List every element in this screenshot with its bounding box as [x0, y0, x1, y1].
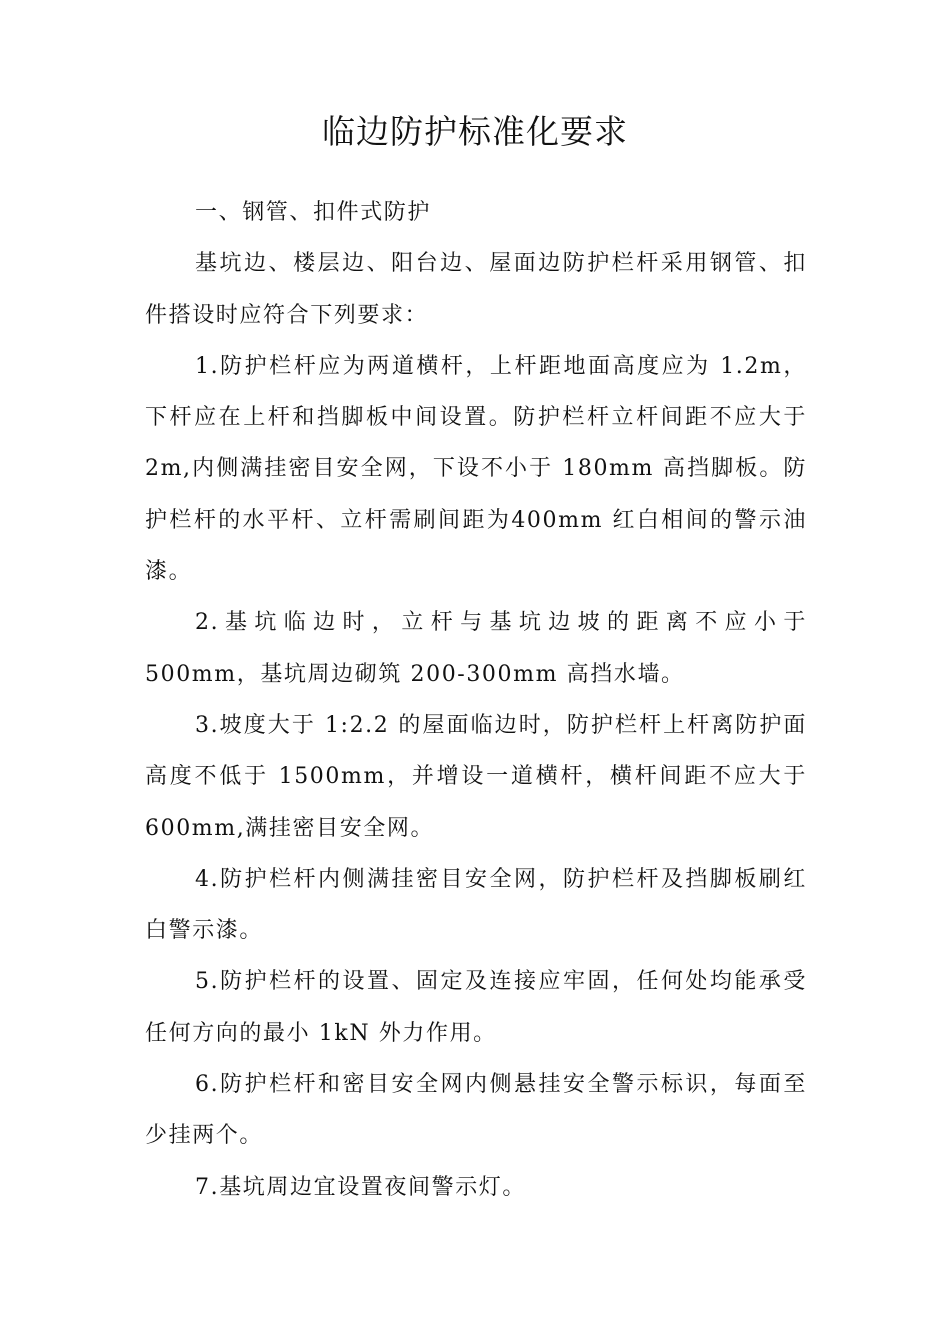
document-body [145, 187, 807, 1213]
requirement-item-3: 3.坡度大于 1:2.2 的屋面临边时，防护栏杆上杆离防护面高度不低于 1500mm，并增设一道横杆，横杆间距不应大于 600mm,满挂密目安全网。 [145, 712, 807, 841]
requirement-item-1: 1.防护栏杆应为两道横杆，上杆距地面高度应为 1.2m，下杆应在上杆和挡脚板中间设置。防护栏杆立杆间距不应大于 2m,内侧满挂密目安全网，下设不小于 180mm 高挡脚板。防护栏杆的水平杆、立杆需刷间距为400mm 红白相间的警示油漆。 [145, 353, 807, 585]
requirement-item-2: 2.基坑临边时，立杆与基坑边坡的距离不应小于 500mm，基坑周边砌筑 200-300mm 高挡水墙。 [145, 610, 807, 687]
requirement-item-7: 7.基坑周边宜设置夜间警示灯。 [195, 1174, 526, 1200]
requirement-item-4: 4.防护栏杆内侧满挂密目安全网，防护栏杆及挡脚板刷红白警示漆。 [145, 866, 807, 944]
requirement-item-5: 5.防护栏杆的设置、固定及连接应牢固，任何处均能承受任何方向的最小 1kN 外力作用。 [145, 969, 807, 1046]
requirement-item-6: 6.防护栏杆和密目安全网内侧悬挂安全警示标识，每面至少挂两个。 [145, 1072, 807, 1149]
section-heading: 一、钢管、扣件式防护 [195, 200, 432, 225]
document-title: 临边防护标准化要求 [322, 112, 628, 151]
intro-paragraph: 基坑边、楼层边、阳台边、屋面边防护栏杆采用钢管、扣件搭设时应符合下列要求： [145, 251, 807, 328]
